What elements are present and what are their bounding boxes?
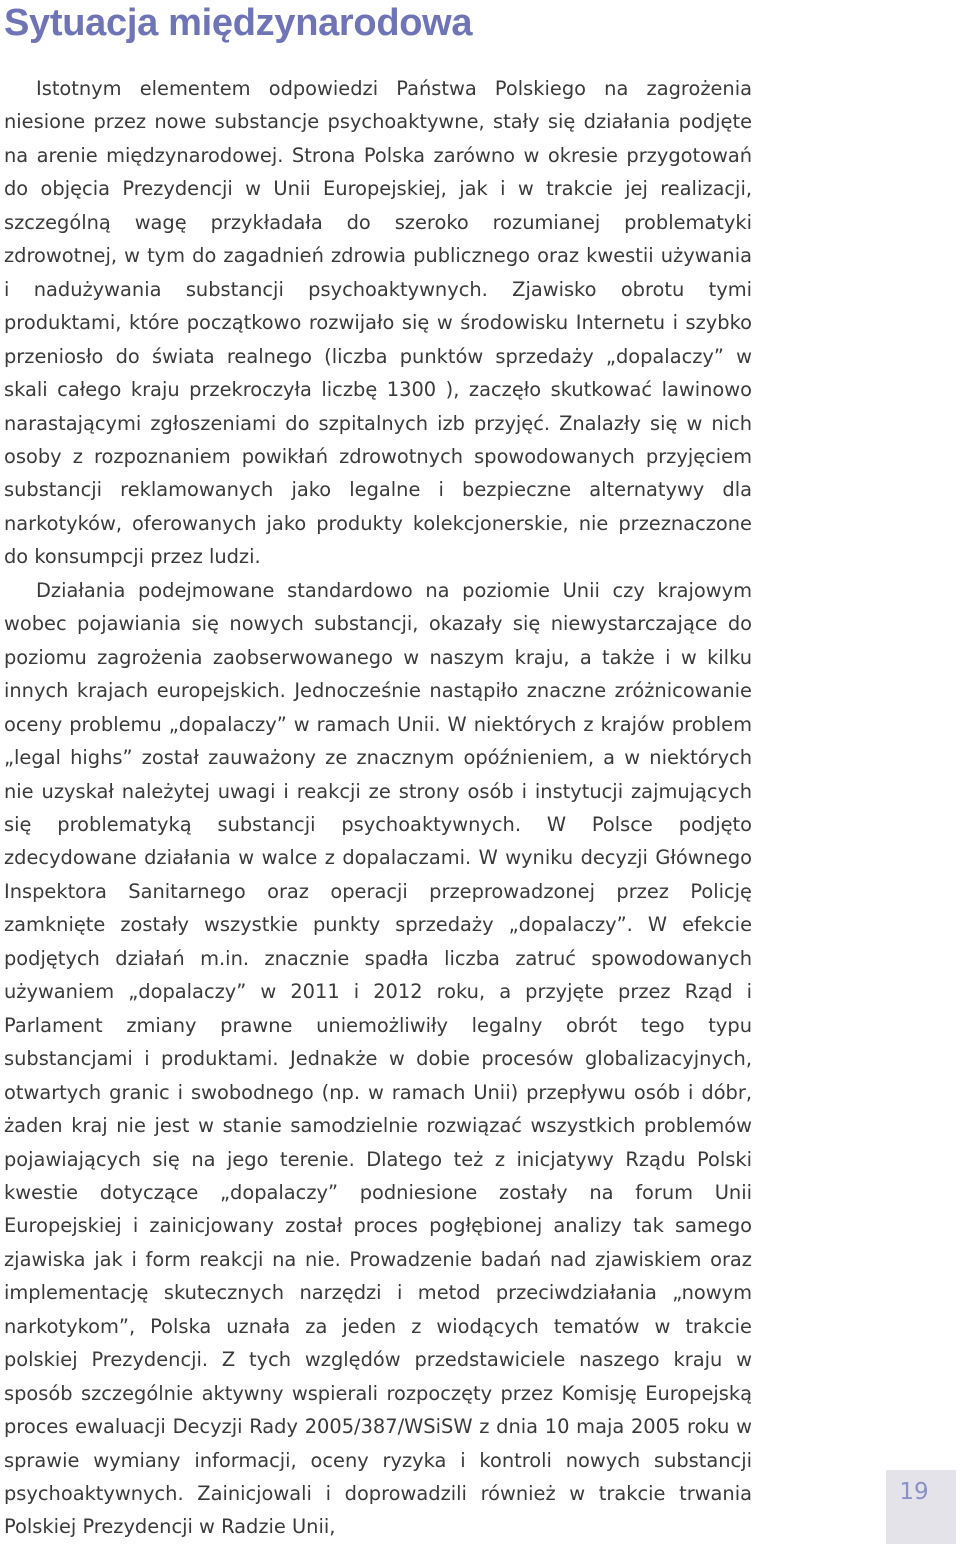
page-title: Sytuacja międzynarodowa	[4, 2, 473, 44]
body-text	[4, 72, 752, 1544]
paragraph-2: Działania podejmowane standardowo na poziomie Unii czy krajowym wobec pojawiania się nowych substancji, okazały się niewystarczające do poziomu zagrożenia zaobserwowanego w naszym kraju, a także i w kilku innych krajach europejskich. Jednocześnie nastąpiło znaczne zróżnicowanie oceny problemu „dopalaczy” w ramach Unii. W niektórych z krajów problem „legal highs” został zauważony ze znacznym opóźnieniem, a w niektórych nie uzyskał należytej uwagi i reakcji ze strony osób i instytucji zajmujących się problematyką substancji psychoaktywnych. W Polsce podjęto zdecydowane działania w walce z dopalaczami. W wyniku decyzji Głównego Inspektora Sanitarnego oraz operacji przeprowadzonej przez Policję zamknięte zostały wszystkie punkty sprzedaży „dopalaczy”. W efekcie podjętych działań m.in. znacznie spadła liczba zatruć spowodowanych używaniem „dopalaczy” w 2011 i 2012 roku, a przyjęte przez Rząd i Parlament zmiany prawne uniemożliwiły legalny obrót tego typu substancjami i produktami. Jednakże w dobie procesów globalizacyjnych, otwartych granic i swobodnego (np. w ramach Unii) przepływu osób i dóbr, żaden kraj nie jest w stanie samodzielnie rozwiązać wszystkich problemów pojawiających się na jego terenie. Dlatego też z inicjatywy Rządu Polski kwestie dotyczące „dopalaczy” podniesione zostały na forum Unii Europejskiej i zainicjowany został proces pogłębionej analizy tak samego zjawiska jak i form reakcji na nie. Prowadzenie badań nad zjawiskiem oraz implementację skutecznych narzędzi i metod przeciwdziałania „nowym narkotykom”, Polska uznała za jeden z wiodących tematów w trakcie polskiej Prezydencji. Z tych względów przedstawiciele naszego kraju w sposób szczególnie aktywny wspierali rozpoczęty przez Komisję Europejską proces ewaluacji Decyzji Rady 2005/387/WSiSW z dnia 10 maja 2005 roku w sprawie wymiany informacji, oceny ryzyka i kontroli nowych substancji psychoaktywnych. Zainicjowali i doprowadzili również w trakcie trwania Polskiej Prezydencji w Radzie Unii,	[4, 578, 752, 1539]
page-number-box	[886, 1470, 956, 1544]
page-number: 19	[899, 1479, 929, 1505]
paragraph-1: Istotnym elementem odpowiedzi Państwa Polskiego na zagrożenia niesione przez nowe substancje psychoaktywne, stały się działania podjęte na arenie międzynarodowej. Strona Polska zarówno w okresie przygotowań do objęcia Prezydencji w Unii Europejskiej, jak i w trakcie jej realizacji, szczególną wagę przykładała do szeroko rozumianej problematyki zdrowotnej, w tym do zagadnień zdrowia publicznego oraz kwestii używania i nadużywania substancji psychoaktywnych. Zjawisko obrotu tymi produktami, które początkowo rozwijało się w środowisku Internetu i szybko przeniosło do świata realnego (liczba punktów sprzedaży „dopalaczy” w skali całego kraju przekroczyła liczbę 1300 ), zaczęło skutkować lawinowo narastającymi zgłoszeniami do szpitalnych izb przyjęć. Znalazły się w nich osoby z rozpoznaniem powikłań zdrowotnych spowodowanych przyjęciem substancji reklamowanych jako legalne i bezpieczne alternatywy dla narkotyków, oferowanych jako produkty kolekcjonerskie, nie przeznaczone do konsumpcji przez ludzi.	[4, 77, 752, 569]
